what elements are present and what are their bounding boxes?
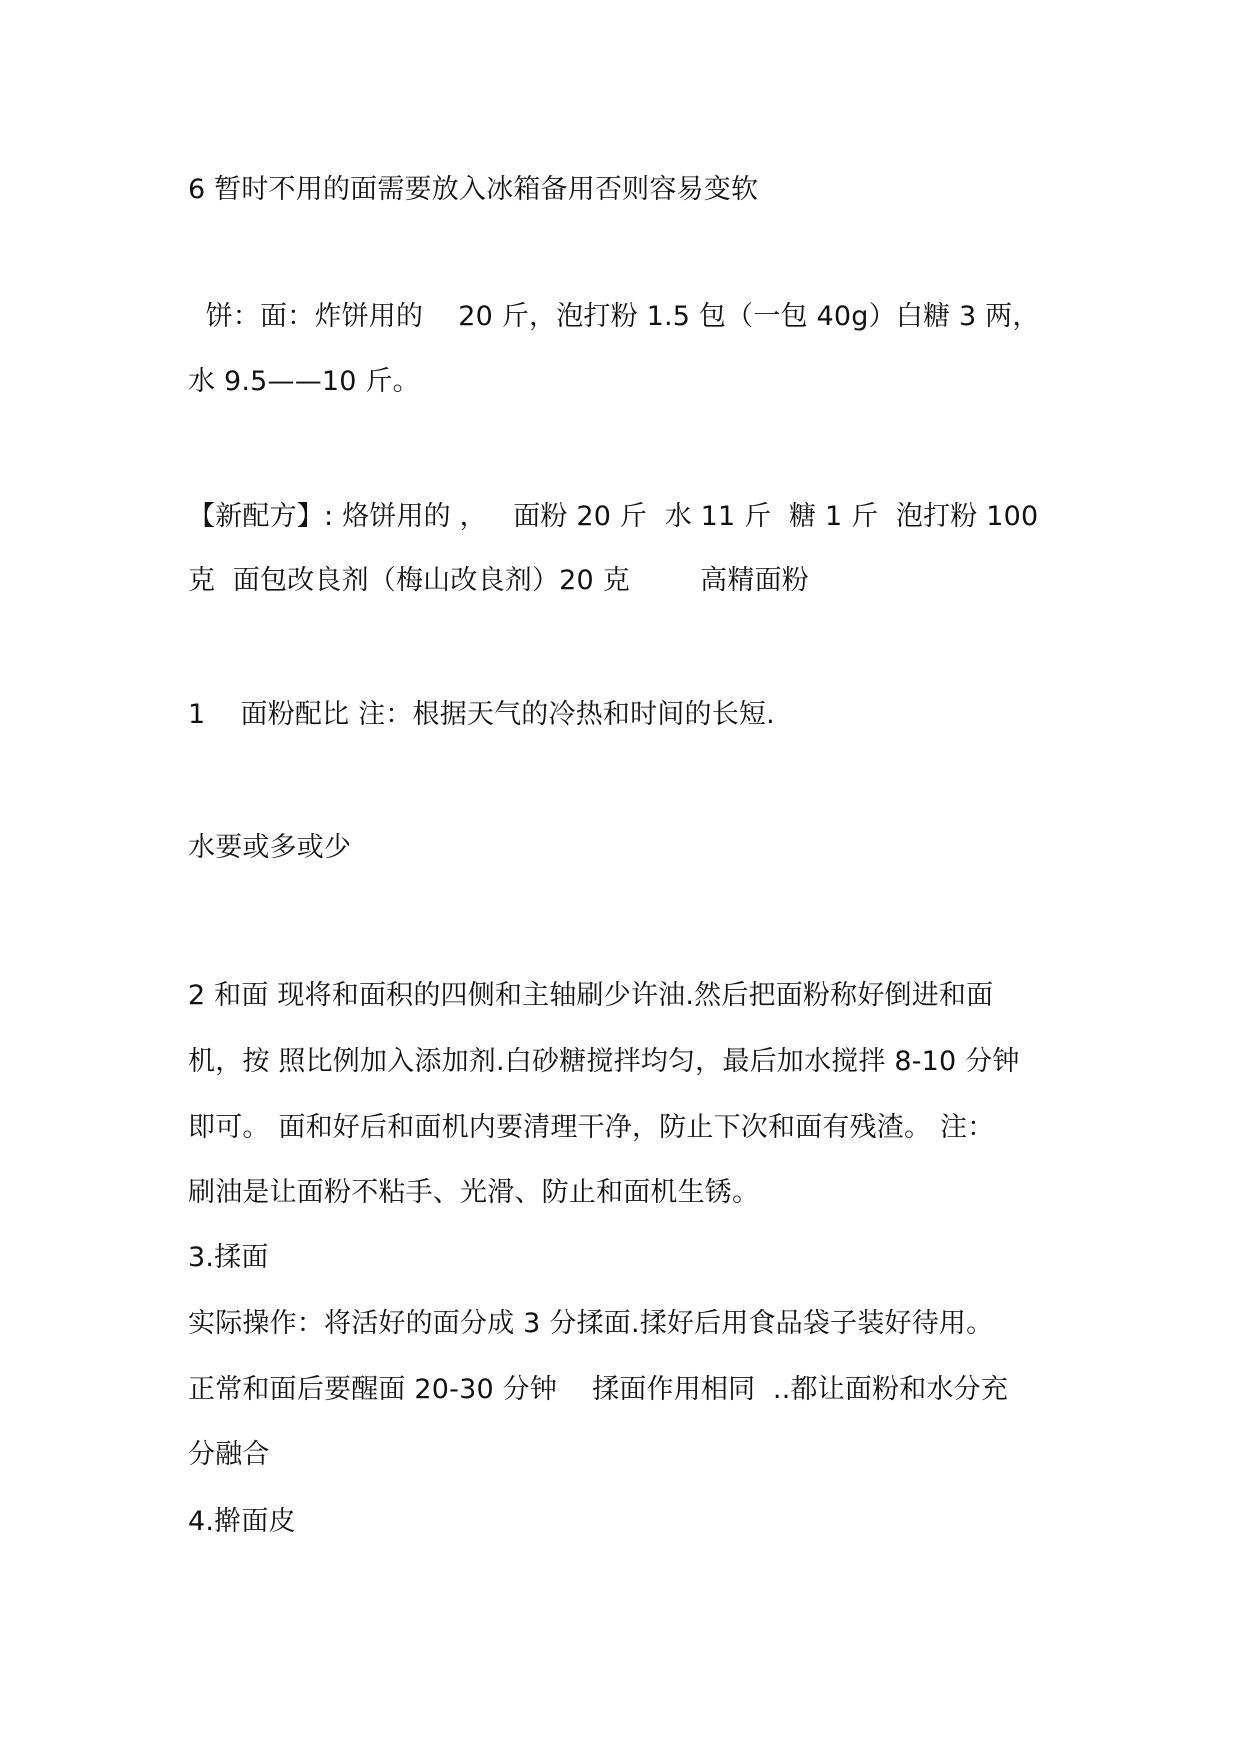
text-line-resting-time-cont: 分融合	[188, 1439, 270, 1470]
text-line-storage-note: 6 暂时不用的面需要放入冰箱备用否则容易变软	[188, 174, 759, 205]
text-line-mixing-cleanup: 即可。 面和好后和面机内要清理干净，防止下次和面有残渣。 注：	[188, 1112, 995, 1143]
text-line-water-amount: 水 9.5——10 斤。	[188, 366, 420, 397]
text-line-oil-note: 刷油是让面粉不粘手、光滑、防止和面机生锈。	[188, 1177, 760, 1208]
text-line-new-recipe-cont: 克 面包改良剂（梅山改良剂）20 克 高精面粉	[188, 565, 809, 596]
section-heading-kneading: 3.揉面	[188, 1242, 269, 1273]
text-line-flour-ratio: 1 面粉配比 注：根据天气的冷热和时间的长短.	[188, 699, 775, 730]
text-line-resting-time: 正常和面后要醒面 20-30 分钟 揉面作用相同 ..都让面粉和水分充	[188, 1374, 1009, 1405]
section-heading-rolling: 4.擀面皮	[188, 1506, 296, 1537]
text-line-mixing-step-cont: 机，按 照比例加入添加剂.白砂糖搅拌均匀，最后加水搅拌 8-10 分钟	[188, 1046, 1020, 1077]
text-line-new-recipe: 【新配方】: 烙饼用的 ， 面粉 20 斤 水 11 斤 糖 1 斤 泡打粉 100	[188, 501, 1039, 532]
text-line-kneading-operation: 实际操作：将活好的面分成 3 分揉面.揉好后用食品袋子装好待用。	[188, 1308, 994, 1339]
text-line-water-variation: 水要或多或少	[188, 832, 352, 863]
text-line-fried-cake-recipe: 饼：面：炸饼用的 20 斤，泡打粉 1.5 包（一包 40g）白糖 3 两，	[188, 301, 1040, 332]
text-line-mixing-step: 2 和面 现将和面积的四侧和主轴刷少许油.然后把面粉称好倒进和面	[188, 980, 994, 1011]
